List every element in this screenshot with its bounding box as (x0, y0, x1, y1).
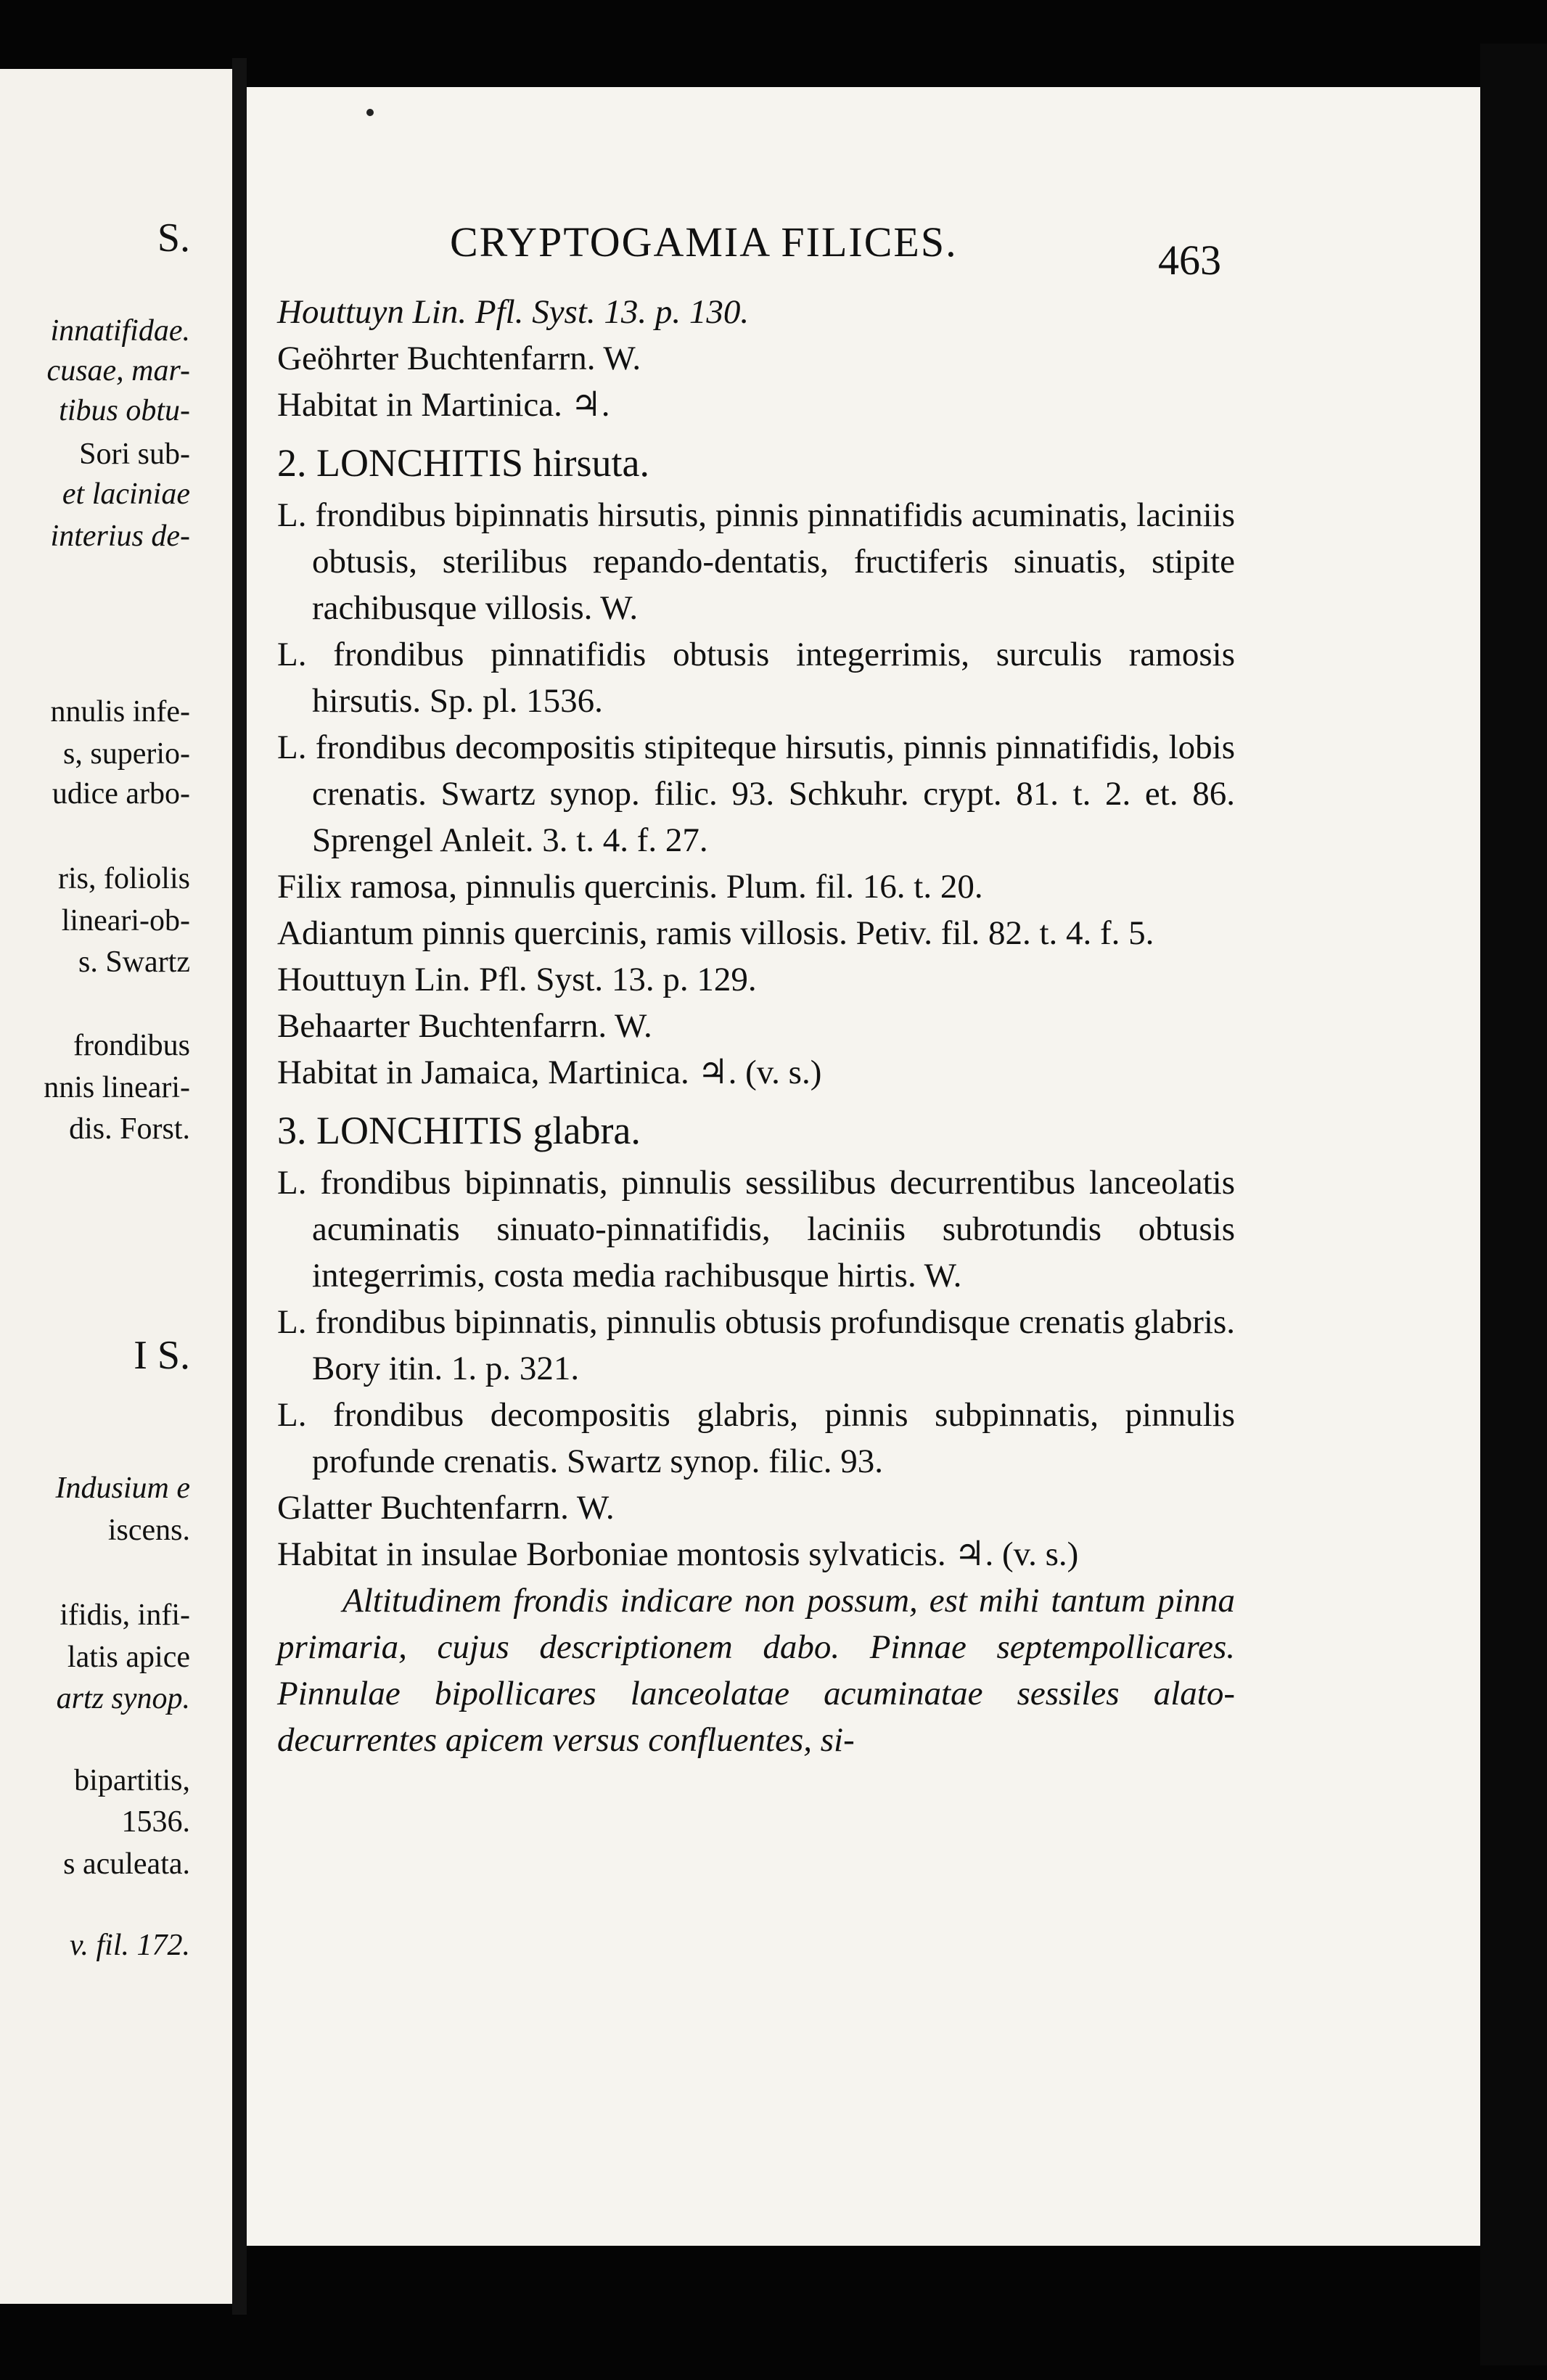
left-page-line: nnis lineari- (44, 1071, 190, 1104)
entry-text: L. frondibus bipinnatis hirsutis, pinnis pinnatifidis acuminatis, laciniis obtusis, sterilibus repando-dentatis, fructiferis sinuatis, stipite rachibusque villosis. W. (277, 496, 1235, 627)
entry-text: Habitat in Martinica. ♃. (277, 386, 610, 424)
left-page-line: latis apice (67, 1641, 190, 1674)
species-heading: 2. LONCHITIS hirsuta. (277, 441, 649, 485)
entry-text: Altitudinem frondis indicare non possum, est mihi tantum pinna primaria, cujus descriptionem dabo. Pinnae septempollicares. Pinnulae bipollicares lanceolatae acuminatae sessiles alato-decurrentes apicem versus confluentes, si- (277, 1582, 1235, 1759)
left-page-line: ifidis, infi- (60, 1599, 190, 1632)
book-gutter (232, 58, 247, 2315)
entry-text: L. frondibus pinnatifidis obtusis integerrimis, surculis ramosis hirsutis. Sp. pl. 1536. (277, 636, 1235, 720)
left-page-line: Indusium e (55, 1472, 190, 1505)
entry-text: Geöhrter Buchtenfarrn. W. (277, 340, 641, 377)
left-page-line: s, superio- (63, 737, 190, 771)
left-page-line: bipartitis, (74, 1764, 190, 1797)
left-page-fragment (0, 69, 232, 2304)
entry-text: Habitat in insulae Borboniae montosis sylvaticis. ♃. (v. s.) (277, 1535, 1079, 1573)
entry-text: Houttuyn Lin. Pfl. Syst. 13. p. 130. (277, 293, 750, 331)
entry-text: L. frondibus bipinnatis, pinnulis obtusis profundisque crenatis glabris. Bory itin. 1. p. 321. (277, 1303, 1235, 1387)
left-page-line: frondibus (73, 1029, 190, 1062)
page-number: 463 (1158, 237, 1221, 284)
page-body (277, 289, 1235, 1763)
ink-mark (366, 109, 374, 116)
entry-text: L. frondibus bipinnatis, pinnulis sessilibus decurrentibus lanceolatis acuminatis sinuato-pinnatifidis, laciniis subrotundis obtusis integerrimis, costa media rachibusque hirtis. W. (277, 1164, 1235, 1294)
left-page-line: I S. (134, 1333, 190, 1378)
left-page-line: nnulis infe- (50, 695, 190, 729)
left-page-line: cusae, mar- (46, 354, 190, 387)
entry-text: Adiantum pinnis quercinis, ramis villosis. Petiv. fil. 82. t. 4. f. 5. (277, 914, 1154, 952)
left-page-line: S. (157, 216, 190, 260)
left-page-line: Sori sub- (79, 438, 190, 471)
entry-text: Houttuyn Lin. Pfl. Syst. 13. p. 129. (277, 961, 757, 998)
entry-text: Behaarter Buchtenfarrn. W. (277, 1007, 652, 1045)
left-page-line: ris, foliolis (57, 862, 190, 895)
left-page-line: et laciniae (62, 477, 190, 511)
left-page-line: interius de- (50, 520, 190, 553)
page-edge-shadow (1480, 44, 1547, 2365)
entry-text: L. frondibus decompositis stipiteque hirsutis, pinnis pinnatifidis, lobis crenatis. Swartz synop. filic. 93. Schkuhr. crypt. 81. t. 2. et. 86. Sprengel Anleit. 3. t. 4. f. 27. (277, 729, 1235, 859)
left-page-line: 1536. (121, 1805, 190, 1839)
left-page-line: v. fil. 172. (69, 1929, 190, 1962)
species-heading: 3. LONCHITIS glabra. (277, 1109, 641, 1152)
left-page-line: iscens. (107, 1514, 190, 1547)
left-page-line: s. Swartz (78, 945, 190, 979)
left-page-line: tibus obtu- (59, 394, 190, 427)
left-page-line: lineari-ob- (61, 904, 190, 937)
entry-text: Glatter Buchtenfarrn. W. (277, 1489, 615, 1527)
left-page-line: udice arbo- (52, 777, 190, 811)
entry-text: Filix ramosa, pinnulis quercinis. Plum. fil. 16. t. 20. (277, 868, 983, 906)
left-page-line: dis. Forst. (69, 1112, 190, 1146)
left-page-line: innatifidae. (50, 314, 190, 348)
entry-text: L. frondibus decompositis glabris, pinnis subpinnatis, pinnulis profunde crenatis. Swartz synop. filic. 93. (277, 1396, 1235, 1480)
running-header: CRYPTOGAMIA FILICES. (450, 218, 958, 266)
entry-text: Habitat in Jamaica, Martinica. ♃. (v. s.) (277, 1054, 822, 1091)
left-page-line: artz synop. (56, 1682, 190, 1715)
left-page-line: s aculeata. (63, 1847, 190, 1881)
